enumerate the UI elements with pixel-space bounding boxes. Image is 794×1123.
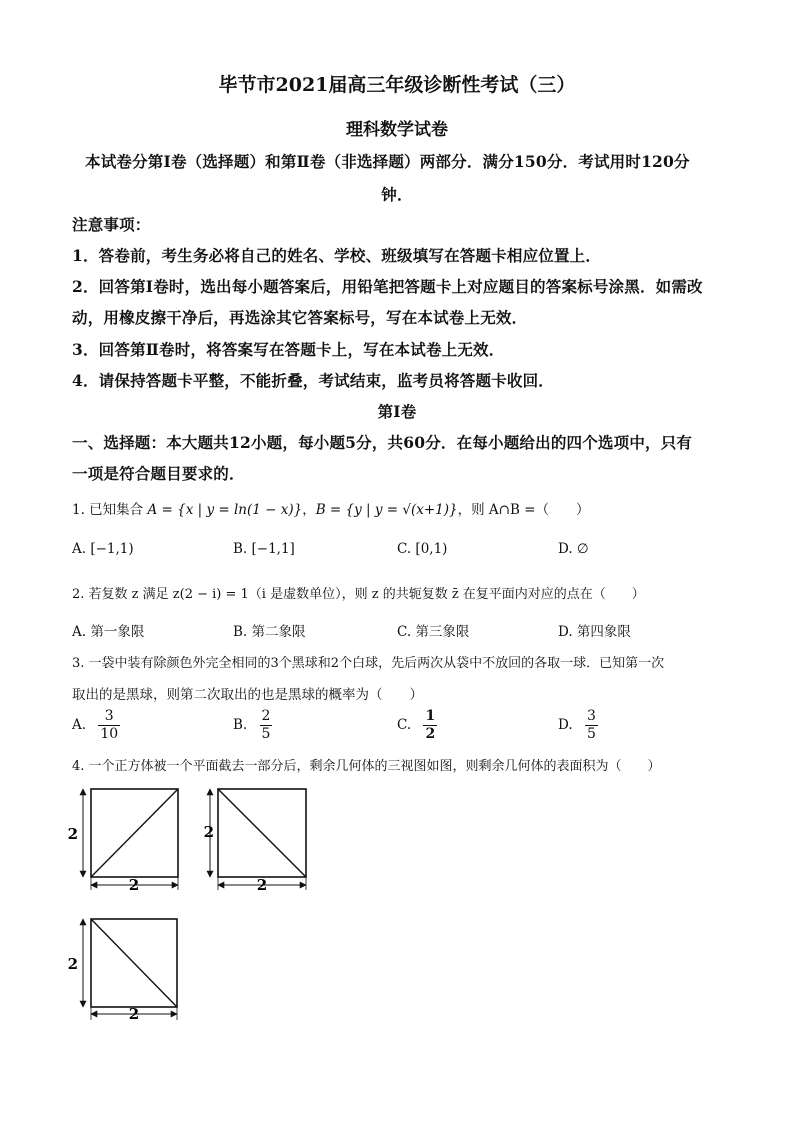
side-view-height-label: 2 [203,823,214,841]
front-view-height-label: 2 [67,825,78,843]
question-3-line-2: 取出的是黑球，则第二次取出的也是黑球的概率为（ ） [72,687,423,703]
q3-option-c-numerator: 1 [425,708,436,724]
question-2: 2. 若复数 z 满足 z(2 − i) = 1（i 是虚数单位），则 z 的共轭复数 z̄ 在复平面内对应的点在（ ） [72,587,645,602]
q3-option-d-label: D. [558,717,573,733]
q3-option-b-label: B. [233,717,248,733]
q3-option-c-denominator: 2 [425,726,436,742]
q3-option-a-label: A. [72,717,87,733]
front-view [68,789,178,894]
note-item-2-line-1: 2．回答第Ⅰ卷时，选出每小题答案后，用铅笔把答题卡上对应题目的答案标号涂黑．如需改 [72,277,703,296]
q1-prefix: 1. 已知集合 [72,502,144,518]
top-view-width-label: 2 [128,1005,140,1023]
section-instruction-line-1: 一、选择题：本大题共12小题，每小题5分，共60分．在每小题给出的四个选项中，只有 [72,433,693,452]
q1-option-b[interactable]: B. [−1,1] [233,541,295,557]
top-view [68,919,177,1023]
q1-set-a: A = {x | y = ln(1 − x)} [147,502,303,518]
q1-suffix: ，则 A∩B =（ ） [457,502,590,518]
q2-option-d[interactable]: D. 第四象限 [558,624,631,640]
exam-title: 毕节市2021届高三年级诊断性考试（三） [218,74,576,96]
exam-subtitle: 理科数学试卷 [346,120,448,140]
q1-option-d[interactable]: D. ∅ [558,541,589,557]
q2-option-c[interactable]: C. 第三象限 [397,624,470,640]
question-3-line-1: 3. 一袋中装有除颜色外完全相同的3个黑球和2个白球，先后两次从袋中不放回的各取一球．已知第一次 [72,656,665,671]
q3-option-a-numerator: 3 [98,708,120,726]
notes-heading: 注意事项： [72,215,151,234]
side-view-width-label: 2 [256,876,268,894]
q3-option-b-denominator: 5 [261,726,271,742]
q2-option-a[interactable]: A. 第一象限 [72,624,145,640]
q3-option-c-label: C. [397,717,412,733]
question-4: 4. 一个正方体被一个平面截去一部分后，剩余几何体的三视图如图，则剩余几何体的表面积为（ ） [72,759,661,774]
q3-option-d-denominator: 5 [586,726,596,742]
section-title: 第Ⅰ卷 [377,402,417,421]
q1-separator: ， [302,502,316,518]
top-view-height-label: 2 [67,955,78,973]
note-item-4: 4．请保持答题卡平整，不能折叠，考试结束，监考员将答题卡收回． [72,371,554,390]
note-item-2-line-2: 动，用橡皮擦干净后，再选涂其它答案标号，写在本试卷上无效． [72,308,528,327]
note-item-1: 1．答卷前，考生务必将自己的姓名、学校、班级填写在答题卡相应位置上． [72,246,602,265]
q1-set-b: B = {y | y = √(x+1)} [315,502,458,518]
q1-option-a[interactable]: A. [−1,1) [72,541,134,557]
q2-option-b[interactable]: B. 第二象限 [233,624,306,640]
q3-option-a-denominator: 10 [100,726,119,742]
section-instruction-line-2: 一项是符合题目要求的． [72,464,245,483]
note-item-3: 3．回答第Ⅱ卷时，将答案写在答题卡上，写在本试卷上无效． [72,340,505,359]
front-view-width-label: 2 [128,876,140,894]
side-view [204,789,306,894]
intro-line-2: 钟． [381,185,413,204]
intro-line-1: 本试卷分第Ⅰ卷（选择题）和第Ⅱ卷（非选择题）两部分．满分150分．考试用时120分 [85,152,690,171]
q3-option-b-numerator: 2 [261,708,271,724]
q3-option-d-numerator: 3 [586,708,596,724]
q1-option-c[interactable]: C. [0,1) [397,541,448,557]
